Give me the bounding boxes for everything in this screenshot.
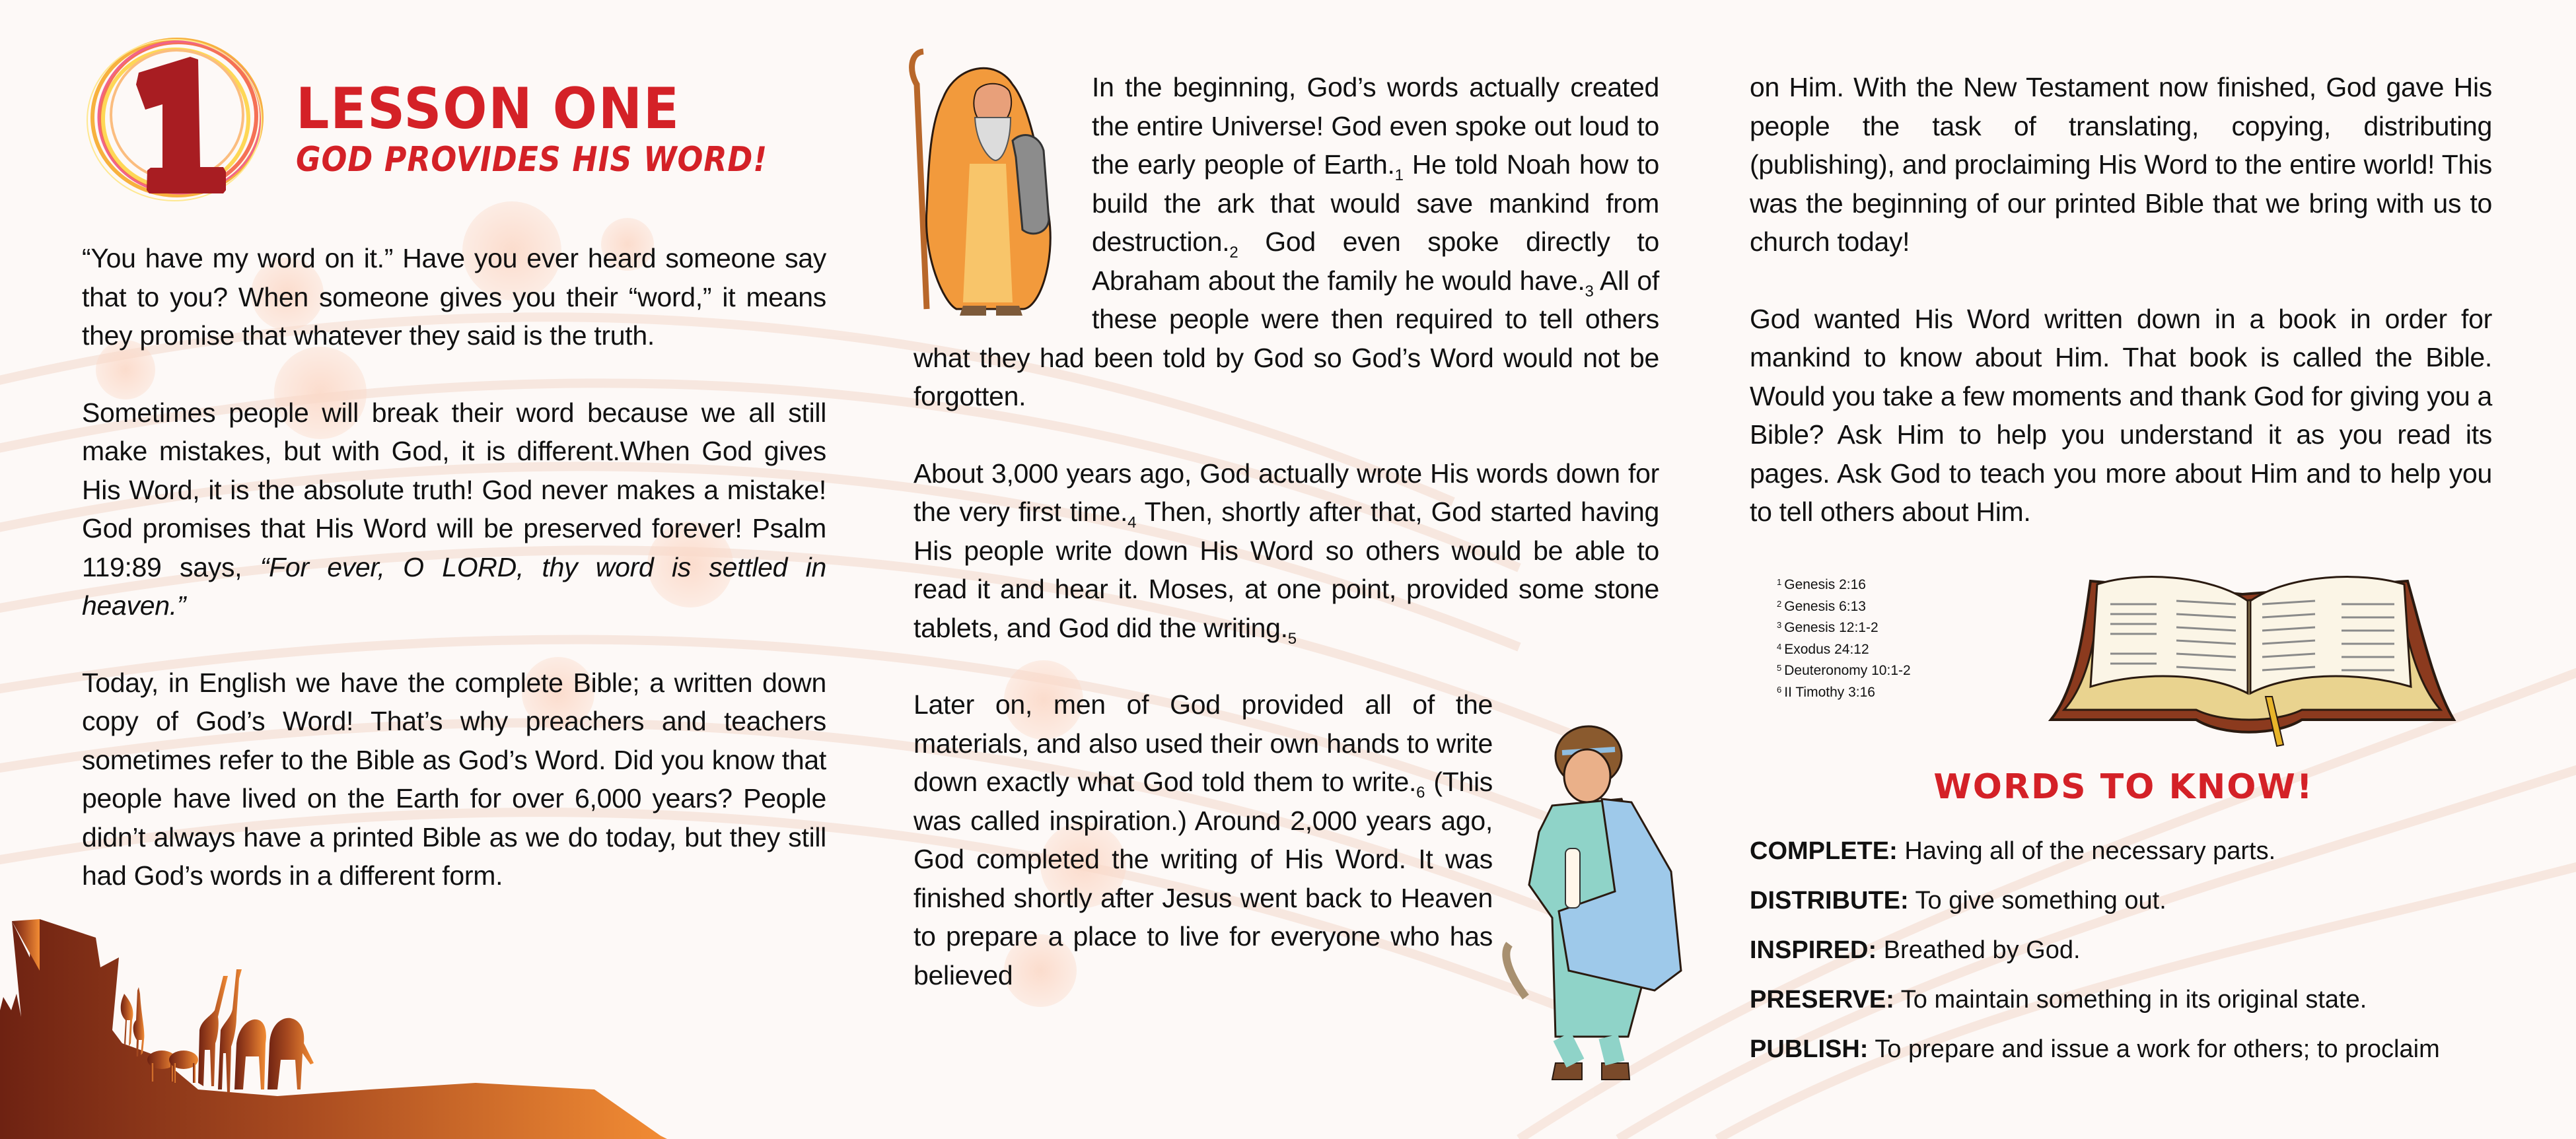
vocab-definition: Having all of the necessary parts. (1897, 837, 2276, 865)
bible-book-paragraph: God wanted His Word written down in a book in order for mankind to know about Him. That book is called the Bible. Would you take a few moments and thank God for giving you a Bible? Ask Him to help you understand it as you read its pages. Ask God to teach you more about Him and to help you to tell others about Him. (1750, 303, 2492, 527)
vocab-term: INSPIRED: (1750, 936, 1877, 964)
vocab-item-complete (1750, 827, 2516, 876)
footnote-marker: 4 (1127, 514, 1137, 532)
footnote-number: 1 (1777, 577, 1782, 587)
lesson-subtitle: GOD PROVIDES HIS WORD! (296, 140, 768, 180)
footnote-reference: Exodus 24:12 (1784, 641, 1869, 657)
right-column (1750, 68, 2492, 570)
creation-paragraph (913, 68, 1659, 416)
vocab-term: COMPLETE: (1750, 837, 1898, 865)
footnote-item (1777, 638, 1911, 660)
psalm-quote: “For ever, O LORD, thy word is settled in heaven.” (82, 551, 826, 621)
footnote-number: 5 (1777, 663, 1782, 673)
broken-word-paragraph (82, 394, 826, 625)
left-column (82, 239, 826, 934)
lesson-number-badge (85, 32, 276, 203)
words-to-know-title: WORDS TO KNOW! (1933, 767, 2314, 807)
footnote-marker: 2 (1229, 244, 1238, 261)
paragraph-text: Then, shortly after that, God started having His people write down His Word so others would be able to read it and hear it. Moses, at one point, provided some stone tablets, and God did the writing. (913, 497, 1659, 643)
scribe-illustration (1489, 720, 1694, 1089)
footnote-reference: Genesis 2:16 (1784, 577, 1866, 592)
vocab-definition: To maintain something in its original state. (1894, 986, 2367, 1014)
paragraph-text: He told Noah how to build the ark that would save mankind from destruction. (1092, 149, 1659, 257)
lesson-title: LESSON ONE (296, 76, 680, 142)
middle-column-bottom (913, 685, 1493, 1033)
complete-bible-paragraph: Today, in English we have the complete Bible; a written down copy of God’s Word! That’s why preachers and teachers sometimes refer to the Bible as God’s Word. Did you know that people have lived on the Earth for over 6,000 years? People didn’t always have a printed Bible as we do today, but they still had God’s words in a different form. (82, 667, 826, 891)
footnote-marker: 6 (1416, 784, 1425, 802)
footnote-marker: 3 (1585, 282, 1594, 300)
footnote-item (1777, 681, 1911, 703)
vocab-item-preserve (1750, 975, 2516, 1025)
footnote-marker: 5 (1287, 629, 1297, 648)
paragraph-text: All of these people were then required to tell others what they had been told by God so God’s Word would not be forgotten. (913, 265, 1659, 411)
footnote-reference: Genesis 12:1-2 (1784, 620, 1878, 635)
middle-column-top (913, 68, 1659, 685)
paragraph-text: (This was called inspiration.) Around 2,000 years ago, God completed the writing of His Word. It was finished shortly after Jesus went back to Heaven to prepare a place to live for everyone who has believed (913, 767, 1493, 990)
vocab-definition: To prepare and issue a work for others; to proclaim (1868, 1035, 2440, 1063)
vocab-term: PRESERVE: (1750, 986, 1894, 1014)
footnote-number: 3 (1777, 620, 1782, 630)
footnote-item (1777, 659, 1911, 681)
vocab-definition: Breathed by God. (1877, 936, 2081, 964)
new-testament-paragraph: on Him. With the New Testament now finished, God gave His people the task of translating, copying, distributing (publishing), and proclaiming His Word to the entire world! This was the beginning of our printed Bible that we bring with us to church today! (1750, 72, 2492, 257)
footnote-number: 2 (1777, 598, 1782, 609)
footnote-reference: Deuteronomy 10:1-2 (1784, 663, 1911, 678)
footnote-reference: Genesis 6:13 (1784, 598, 1866, 614)
footnote-item (1777, 595, 1911, 617)
vocab-term: PUBLISH: (1750, 1035, 1869, 1063)
illustration-spacer (913, 68, 1092, 312)
paragraph-text: God even spoke directly to Abraham about the family he would have. (1092, 226, 1659, 296)
intro-paragraph: “You have my word on it.” Have you ever heard someone say that to you? When someone gives you their “word,” it means they promise that whatever they said is the truth. (82, 243, 826, 351)
paragraph-text: Sometimes people will break their word because we all still make mistakes, but with God, it is different.When God gives His Word, it is the absolute truth! God never makes a mistake! God promises that His Word will be preserved forever! Psalm 119:89 says, (82, 397, 826, 582)
open-bible-illustration (2038, 555, 2460, 753)
footnote-number: 4 (1777, 641, 1782, 652)
vocab-item-distribute (1750, 876, 2516, 926)
vocab-item-publish (1750, 1025, 2516, 1074)
footnote-item (1777, 616, 1911, 638)
words-to-know-list (1750, 827, 2516, 1074)
paragraph-text: Later on, men of God provided all of the materials, and also used their own hands to write down exactly what God told them to write. (913, 689, 1493, 797)
vocab-term: DISTRIBUTE: (1750, 887, 1909, 915)
number-one-glyph (136, 57, 226, 193)
vocab-definition: To give something out. (1908, 887, 2166, 915)
vocab-item-inspired (1750, 926, 2516, 975)
footnote-item (1777, 573, 1911, 595)
footnote-reference: II Timothy 3:16 (1784, 684, 1875, 700)
paragraph-text: About 3,000 years ago, God actually wrote His words down for the very first time. (913, 458, 1659, 527)
footnote-marker: 1 (1394, 166, 1404, 184)
footnotes-list (1777, 573, 1911, 702)
inspiration-paragraph (913, 685, 1493, 994)
paragraph-text: In the beginning, God’s words actually created the entire Universe! God even spoke out loud to the early people of Earth. (1092, 72, 1659, 180)
footnote-number: 6 (1777, 684, 1782, 695)
noahs-ark-silhouette (0, 919, 667, 1139)
written-word-paragraph (913, 454, 1659, 648)
